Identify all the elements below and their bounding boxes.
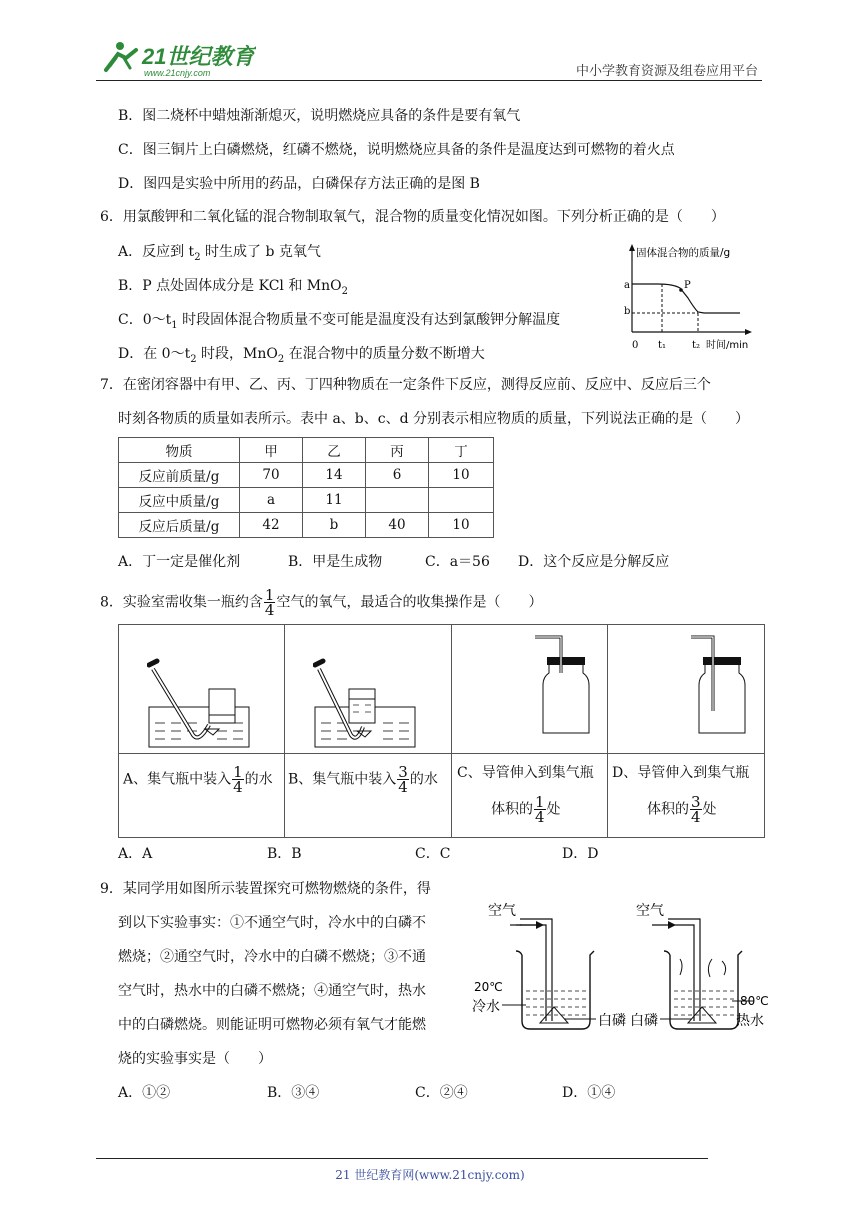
q8-caption-d-line1: D、导管伸入到集气瓶 (612, 765, 750, 781)
q8-option-a: A．A (118, 846, 153, 862)
q9-option-b: B．③④ (267, 1085, 320, 1101)
graph-label-a: a (624, 280, 630, 291)
q7-option-b: B．甲是生成物 (288, 554, 383, 570)
q9-option-d: D．①④ (562, 1085, 616, 1101)
fraction: $\frac{1}{4}$ (233, 763, 243, 796)
header-platform-text: 中小学教育资源及组卷应用平台 (575, 64, 758, 79)
graph-ylabel: 固体混合物的质量/g (636, 247, 731, 259)
q9-label-80c: 80℃ (740, 994, 769, 1008)
q9-label-hot-water: 热水 (736, 1013, 764, 1029)
fraction: $\frac{1}{4}$ (264, 586, 275, 619)
q8-figure-d (687, 629, 767, 739)
q8-option-d: D．D (562, 846, 599, 862)
q8-caption-c-line2: 体积的 $\frac{1}{4}$ 处 (491, 793, 561, 826)
q9-label-white-p-right: 白磷 (630, 1013, 658, 1029)
q9-stem-line3: 燃烧；②通空气时，冷水中的白磷不燃烧；③不通 (118, 949, 426, 965)
table-cell: 42 (240, 513, 303, 538)
logo-text: 21世纪教育 (142, 44, 255, 69)
q9-label-cold-water: 冷水 (472, 999, 500, 1015)
q7-option-d: D．这个反应是分解反应 (518, 554, 670, 570)
q8-caption-b: B、集气瓶中装入 $\frac{3}{4}$ 的水 (288, 763, 438, 796)
table-cell: a (240, 488, 303, 513)
q5-option-c: C．图三铜片上白磷燃烧，红磷不燃烧，说明燃烧应具备的条件是温度达到可燃物的着火点 (118, 142, 675, 158)
table-cell: 70 (240, 463, 303, 488)
graph-xlabel: 时间/min (706, 340, 749, 351)
q9-stem-line5: 中的白磷燃烧。则能证明可燃物必须有氧气才能燃 (118, 1017, 426, 1033)
table-header-cell: 丙 (366, 438, 429, 463)
q8-caption-d-line2: 体积的 $\frac{3}{4}$ 处 (647, 793, 717, 826)
footer-divider (96, 1158, 708, 1159)
table-cell: 6 (366, 463, 429, 488)
q6-stem: 6．用氯酸钾和二氧化锰的混合物制取氧气，混合物的质量变化情况如图。下列分析正确的是（ ） (100, 209, 725, 225)
q8-grid-divider (119, 753, 764, 754)
table-row (119, 463, 494, 488)
q7-stem-line2: 时刻各物质的质量如表所示。表中 a、b、c、d 分别表示相应物质的质量，下列说法正确的是（ ） (118, 411, 750, 427)
table-cell: 10 (429, 513, 494, 538)
q9-label-air-left: 空气 (488, 903, 516, 919)
table-row (119, 513, 494, 538)
q8-caption-a: A、集气瓶中装入 $\frac{1}{4}$ 的水 (123, 763, 273, 796)
table-cell: 反应前质量/g (119, 463, 240, 488)
table-header-cell: 甲 (240, 438, 303, 463)
graph-t2: t₂ (692, 340, 701, 351)
q9-apparatus-figure (470, 895, 780, 1035)
graph-label-b: b (624, 306, 631, 317)
table-header-cell: 物质 (119, 438, 240, 463)
q9-option-c: C．②④ (415, 1085, 468, 1101)
table-cell: b (303, 513, 366, 538)
logo-url: www.21cnjy.com (144, 68, 211, 78)
q9-stem-line4: 空气时，热水中的白磷不燃烧；④通空气时，热水 (118, 983, 426, 999)
table-cell: 11 (303, 488, 366, 513)
q6-option-a: A．反应到 $t_2$ 时生成了 b 克氧气 (118, 244, 321, 263)
table-row (119, 488, 494, 513)
table-cell: 反应后质量/g (119, 513, 240, 538)
graph-origin: 0 (632, 340, 639, 351)
header-divider (96, 80, 762, 81)
footer-text: 21 世纪教育网(www.21cnjy.com) (335, 1168, 525, 1182)
q9-label-white-p-left: 白磷 (598, 1013, 626, 1029)
fraction: $\frac{3}{4}$ (398, 763, 408, 796)
q8-figure-b (313, 655, 423, 749)
q7-option-c: C．a＝56 (425, 554, 490, 570)
q5-option-d: D．图四是实验中所用的药品，白磷保存方法正确的是图 B (118, 176, 480, 192)
q7-stem-line1: 7．在密闭容器中有甲、乙、丙、丁四种物质在一定条件下反应，测得反应前、反应中、反应后三个 (100, 377, 711, 393)
table-header-cell: 丁 (429, 438, 494, 463)
q9-stem-line2: 到以下实验事实：①不通空气时，冷水中的白磷不 (118, 915, 426, 931)
table-header-row (119, 438, 494, 463)
q5-option-b: B．图二烧杯中蜡烛渐渐熄灭，说明燃烧应具备的条件是要有氧气 (118, 108, 521, 124)
q9-label-20c: 20℃ (474, 980, 503, 994)
graph-point-p (679, 288, 683, 292)
table-cell: 40 (366, 513, 429, 538)
q9-stem-line1: 9．某同学用如图所示装置探究可燃物燃烧的条件，得 (100, 881, 431, 897)
q8-figure-c (531, 629, 611, 739)
q7-option-a: A．丁一定是催化剂 (118, 554, 241, 570)
site-logo (96, 36, 256, 80)
table-cell: 10 (429, 463, 494, 488)
q9-option-a: A．①② (118, 1085, 171, 1101)
q6-option-d: D．在 $0\sim t_2$ 时段，MnO$_2$ 在混合物中的质量分数不断增大 (118, 346, 485, 365)
table-header-cell: 乙 (303, 438, 366, 463)
q8-stem: 8．实验室需收集一瓶约含 $\frac{1}{4}$ 空气的氧气，最适合的收集操作是（ ） (100, 586, 543, 619)
q7-mass-table (118, 437, 494, 538)
table-cell (429, 488, 494, 513)
table-cell (366, 488, 429, 513)
q6-mass-time-graph (618, 240, 768, 358)
graph-t1: t₁ (658, 340, 667, 351)
q6-option-c: C．$0\sim t_1$ 时段固体混合物质量不变可能是温度没有达到氯酸钾分解温度 (118, 312, 561, 331)
q8-caption-c-line1: C、导管伸入到集气瓶 (457, 765, 594, 781)
table-cell: 14 (303, 463, 366, 488)
q8-option-b: B．B (267, 846, 302, 862)
fraction: $\frac{1}{4}$ (535, 793, 545, 826)
q8-option-c: C．C (415, 846, 451, 862)
q9-stem-line6: 烧的实验事实是（ ） (118, 1051, 272, 1067)
q8-options-grid (118, 624, 765, 838)
graph-label-p: P (684, 280, 691, 291)
q6-option-b: B．P 点处固体成分是 KCl 和 MnO$_2$ (118, 278, 348, 297)
table-cell: 反应中质量/g (119, 488, 240, 513)
q9-label-air-right: 空气 (636, 903, 664, 919)
q8-figure-a (147, 655, 257, 749)
fraction: $\frac{3}{4}$ (691, 793, 701, 826)
